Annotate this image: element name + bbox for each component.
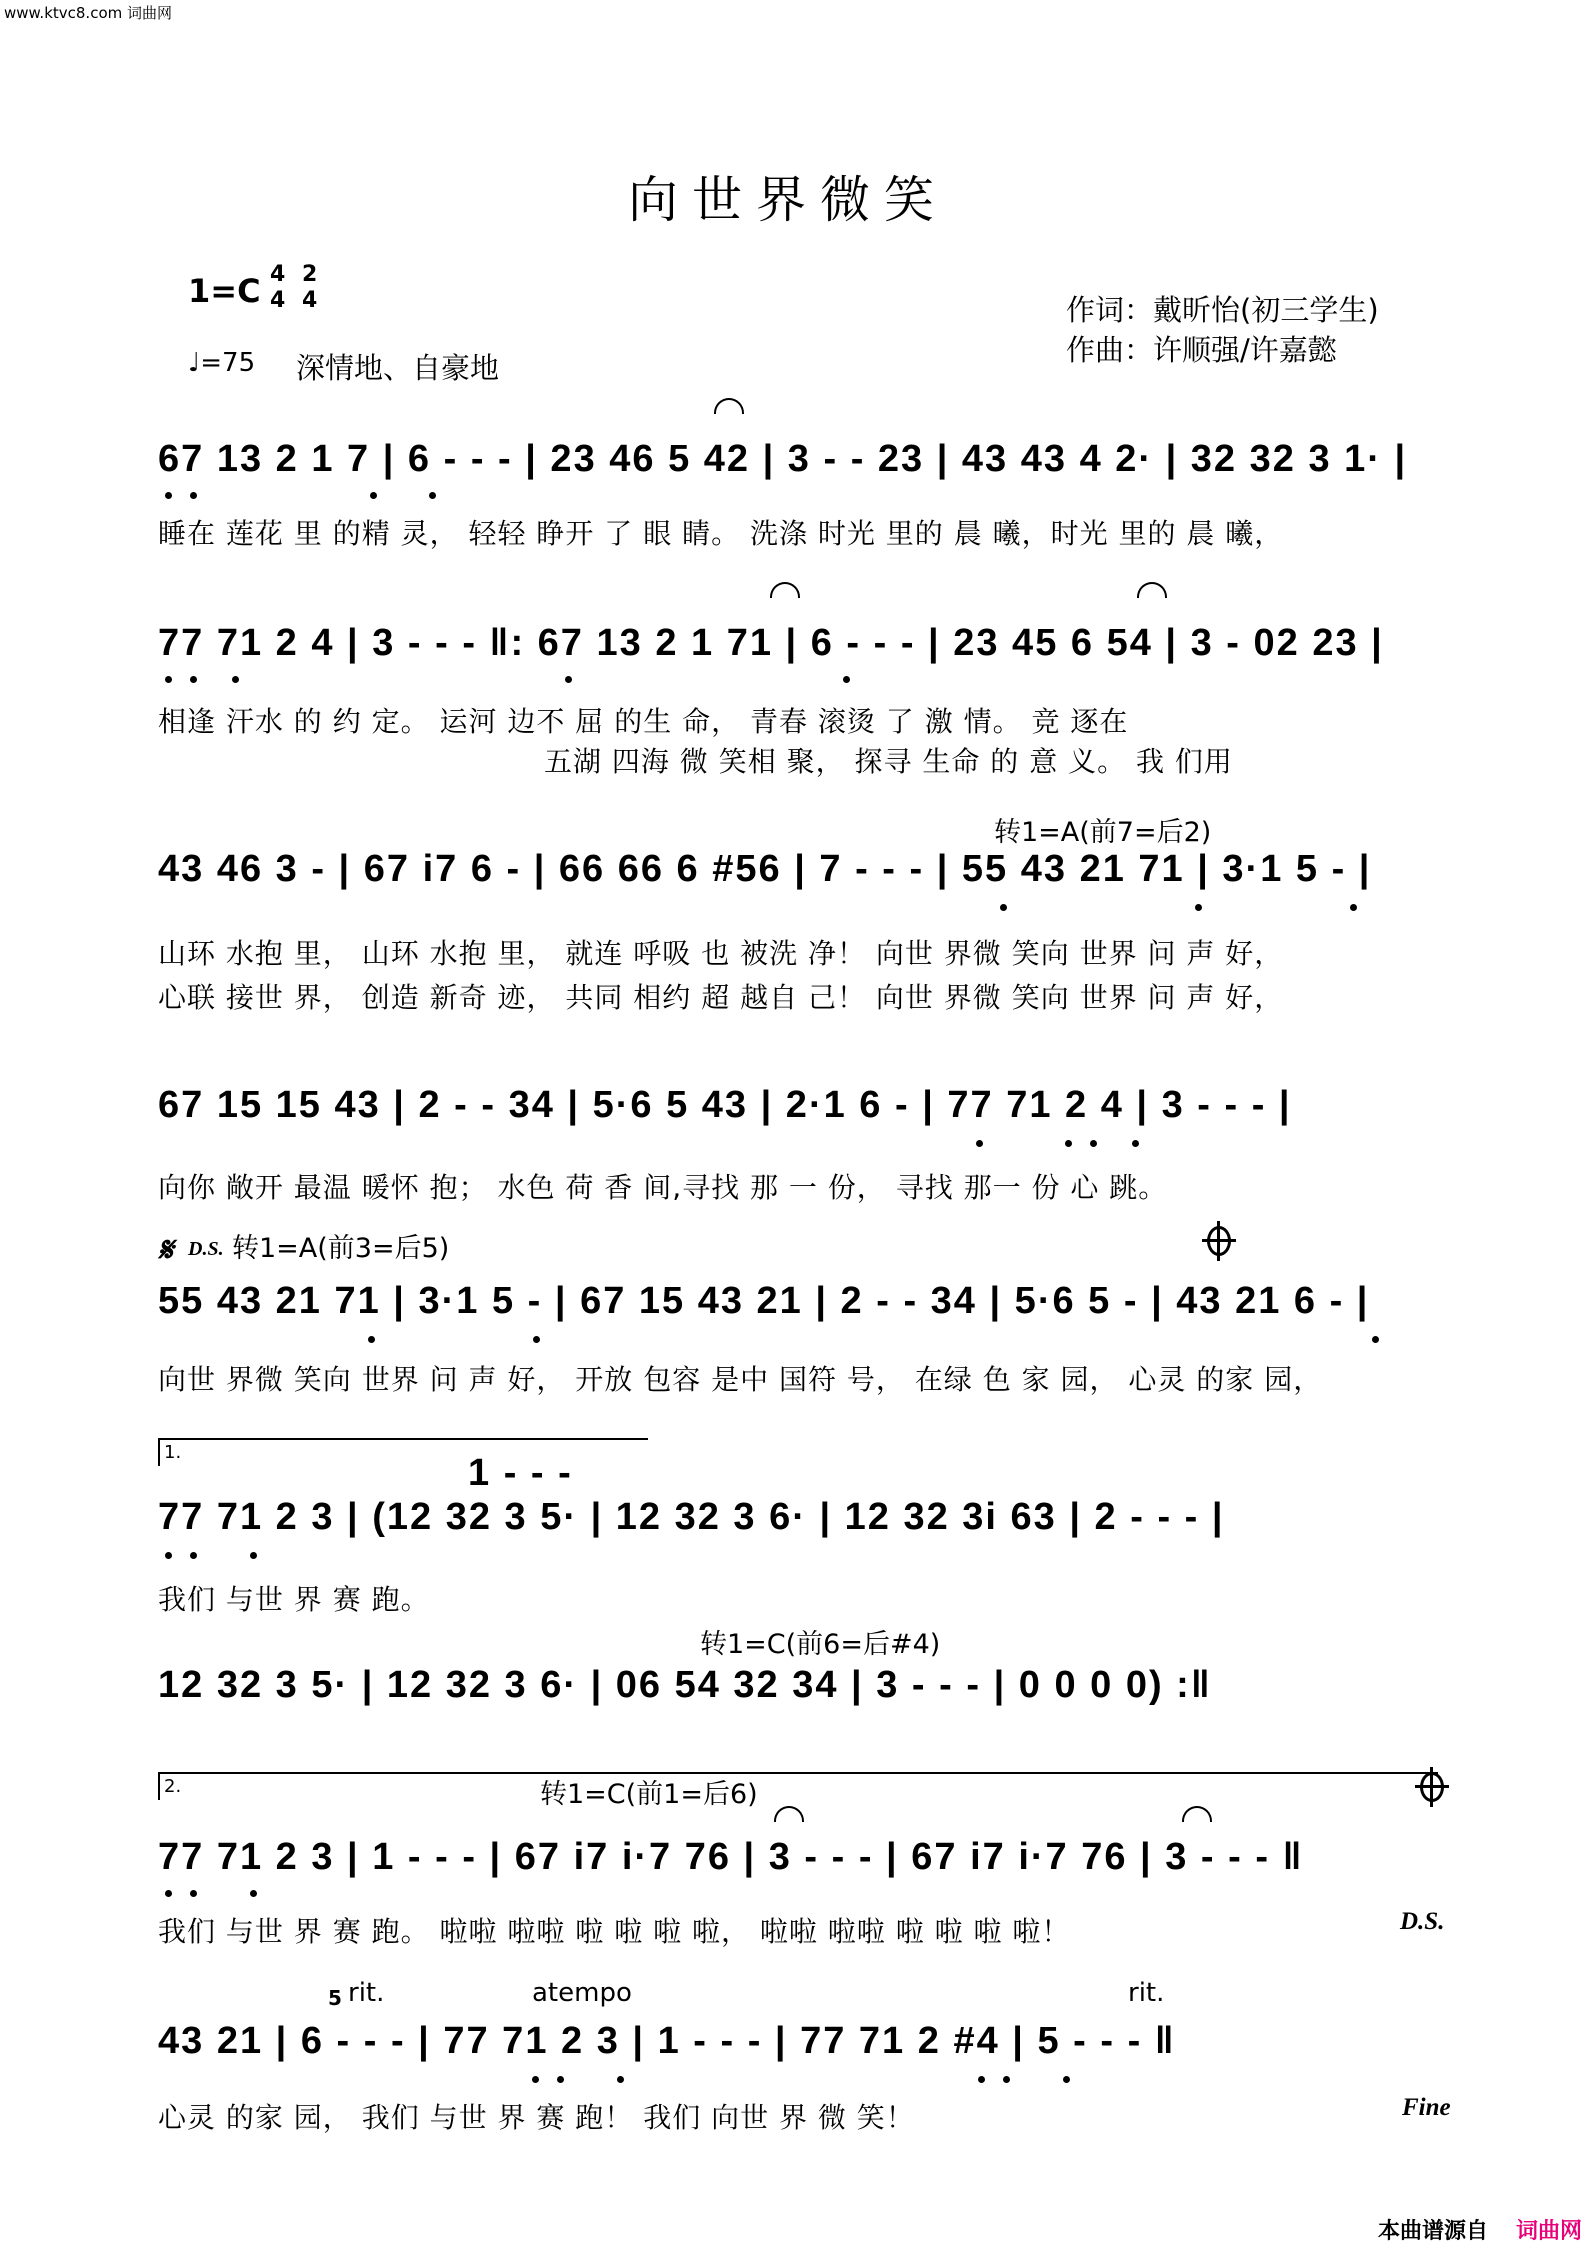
footer-site-link[interactable]: 词曲网 bbox=[1516, 2219, 1583, 2244]
low-octave-dot bbox=[250, 1552, 257, 1559]
notation-row-6: 77 71 2 3 | (12 32 3 5· | 12 32 3 6· | 12 32 3i 63 | 2 - - - | bbox=[158, 1496, 1225, 1538]
notation-row-1: 67 13 2 1 7 | 6 - - - | 23 46 5 42 | 3 - - 23 | 43 43 4 2· | 32 32 3 1· | bbox=[158, 438, 1408, 480]
low-octave-dot bbox=[1372, 1336, 1379, 1343]
low-octave-dot bbox=[1000, 904, 1007, 911]
atempo-marking: atempo bbox=[532, 1978, 632, 2008]
slur-arc bbox=[1182, 1806, 1212, 1822]
ds-marking: D.S. bbox=[1400, 1908, 1445, 1935]
fraction-marking: 5 bbox=[328, 1986, 342, 2010]
time-signature-2: 2 4 bbox=[302, 262, 318, 313]
volta-bracket-1 bbox=[158, 1438, 648, 1440]
segno-sign: 𝄋 bbox=[158, 1232, 173, 1269]
slur-arc bbox=[1137, 582, 1167, 598]
lyrics-row-3a: 山环 水抱 里， 山环 水抱 里， 就连 呼吸 也 被洗 净！ 向世 界微 笑向 世界 问 声 好， bbox=[158, 937, 1284, 970]
low-octave-dot bbox=[1090, 1140, 1097, 1147]
fermata-arc bbox=[714, 398, 744, 414]
ritardando-marking-1: rit. bbox=[348, 1978, 385, 2008]
time-signature-1: 4 4 bbox=[270, 262, 286, 313]
modulation-marking-a1: 转1=A(前7=后2) bbox=[994, 817, 1212, 848]
slur-arc bbox=[774, 1806, 804, 1822]
volta-bracket-1-edge bbox=[158, 1438, 160, 1466]
expression-marking: 深情地、自豪地 bbox=[296, 351, 500, 385]
footer-source-text: 本曲谱源自 bbox=[1378, 2219, 1489, 2244]
low-octave-dot bbox=[843, 676, 850, 683]
low-octave-dot bbox=[250, 1890, 257, 1897]
key-signature: 1=C bbox=[188, 272, 261, 310]
tempo-marking: ♩=75 bbox=[188, 348, 256, 378]
low-octave-dot bbox=[1003, 2076, 1010, 2083]
low-octave-dot bbox=[165, 676, 172, 683]
notation-row-9: 43 21 | 6 - - - | 77 71 2 3 | 1 - - - | 77 71 2 #4 | 5 - - - ‖ bbox=[158, 2020, 1176, 2062]
notation-row-3: 43 46 3 - | 67 i7 6 - | 66 66 6 #56 | 7 - - - | 55 43 21 71 | 3·1 5 - | bbox=[158, 848, 1372, 890]
low-octave-dot bbox=[1350, 904, 1357, 911]
lyrics-row-8: 我们 与世 界 赛 跑。 啦啦 啦啦 啦 啦 啦 啦， 啦啦 啦啦 啦 啦 啦 啦！ bbox=[158, 1915, 1071, 1948]
low-octave-dot bbox=[429, 492, 436, 499]
low-octave-dot bbox=[190, 1890, 197, 1897]
modulation-marking-a2: 转1=A(前3=后5) bbox=[232, 1233, 450, 1264]
notation-row-4: 67 15 15 43 | 2 - - 34 | 5·6 5 43 | 2·1 6 - | 77 71 2 4 | 3 - - - | bbox=[158, 1084, 1292, 1126]
low-octave-dot bbox=[1195, 904, 1202, 911]
high-voice-notation: 1 - - - bbox=[468, 1452, 573, 1494]
low-octave-dot bbox=[190, 1552, 197, 1559]
lyrics-row-5: 向世 界微 笑向 世界 问 声 好， 开放 包容 是中 国符 号， 在绿 色 家 园， 心灵 的家 园， bbox=[158, 1363, 1323, 1396]
segno-label: D.S. bbox=[188, 1238, 224, 1260]
composer-credit: 作曲：许顺强/许嘉懿 bbox=[1066, 333, 1337, 367]
lyrics-row-9: 心灵 的家 园， 我们 与世 界 赛 跑！ 我们 向世 界 微 笑！ bbox=[158, 2101, 915, 2134]
low-octave-dot bbox=[370, 492, 377, 499]
volta-bracket-2-edge bbox=[158, 1772, 160, 1800]
volta-2-label: 2. bbox=[164, 1776, 182, 1797]
low-octave-dot bbox=[617, 2076, 624, 2083]
low-octave-dot bbox=[1132, 1140, 1139, 1147]
lyrics-row-1: 睡在 莲花 里 的精 灵， 轻轻 睁开 了 眼 睛。 洗涤 时光 里的 晨 曦，时光 里的 晨 曦， bbox=[158, 517, 1284, 550]
lyrics-row-2b: 五湖 四海 微 笑相 聚， 探寻 生命 的 意 义。 我 们用 bbox=[544, 745, 1233, 778]
fine-marking: Fine bbox=[1402, 2094, 1451, 2121]
volta-bracket-2 bbox=[158, 1772, 1438, 1774]
notation-row-7: 12 32 3 5· | 12 32 3 6· | 06 54 32 34 | 3 - - - | 0 0 0 0) :‖ bbox=[158, 1664, 1212, 1706]
modulation-marking-c1: 转1=C(前6=后#4) bbox=[700, 1629, 941, 1660]
lyrics-row-2a: 相逢 汗水 的 约 定。 运河 边不 屈 的生 命， 青春 滚烫 了 激 情。 竞 逐在 bbox=[158, 705, 1129, 738]
low-octave-dot bbox=[533, 1336, 540, 1343]
low-octave-dot bbox=[532, 2076, 539, 2083]
notation-row-2: 77 71 2 4 | 3 - - - ‖: 67 13 2 1 71 | 6 - - - | 23 45 6 54 | 3 - 02 23 | bbox=[158, 622, 1384, 664]
lyrics-row-4: 向你 敞开 最温 暖怀 抱； 水色 荷 香 间,寻找 那 一 份， 寻找 那一 份 心 跳。 bbox=[158, 1171, 1168, 1204]
ritardando-marking-2: rit. bbox=[1128, 1978, 1165, 2008]
low-octave-dot bbox=[565, 676, 572, 683]
watermark: www.ktvc8.com 词曲网 bbox=[4, 4, 173, 22]
low-octave-dot bbox=[165, 1890, 172, 1897]
low-octave-dot bbox=[190, 676, 197, 683]
low-octave-dot bbox=[165, 1552, 172, 1559]
lyricist-credit: 作词：戴昕怡(初三学生) bbox=[1066, 293, 1379, 327]
coda-sign bbox=[1420, 1772, 1444, 1802]
low-octave-dot bbox=[165, 492, 172, 499]
low-octave-dot bbox=[557, 2076, 564, 2083]
low-octave-dot bbox=[190, 492, 197, 499]
fermata-arc bbox=[770, 582, 800, 598]
lyrics-row-3b: 心联 接世 界， 创造 新奇 迹， 共同 相约 超 越自 己！ 向世 界微 笑向 世界 问 声 好， bbox=[158, 981, 1284, 1014]
page-title: 向世界微笑 bbox=[628, 171, 948, 229]
low-octave-dot bbox=[978, 2076, 985, 2083]
low-octave-dot bbox=[976, 1140, 983, 1147]
modulation-marking-c2: 转1=C(前1=后6) bbox=[540, 1779, 758, 1810]
low-octave-dot bbox=[1065, 1140, 1072, 1147]
coda-sign bbox=[1207, 1226, 1231, 1256]
lyrics-row-6: 我们 与世 界 赛 跑。 bbox=[158, 1583, 430, 1616]
low-octave-dot bbox=[1063, 2076, 1070, 2083]
notation-row-5: 55 43 21 71 | 3·1 5 - | 67 15 43 21 | 2 - - 34 | 5·6 5 - | 43 21 6 - | bbox=[158, 1280, 1370, 1322]
notation-row-8: 77 71 2 3 | 1 - - - | 67 i7 i·7 76 | 3 - - - | 67 i7 i·7 76 | 3 - - - ‖ bbox=[158, 1836, 1304, 1878]
low-octave-dot bbox=[232, 676, 239, 683]
low-octave-dot bbox=[368, 1336, 375, 1343]
volta-1-label: 1. bbox=[164, 1442, 182, 1463]
